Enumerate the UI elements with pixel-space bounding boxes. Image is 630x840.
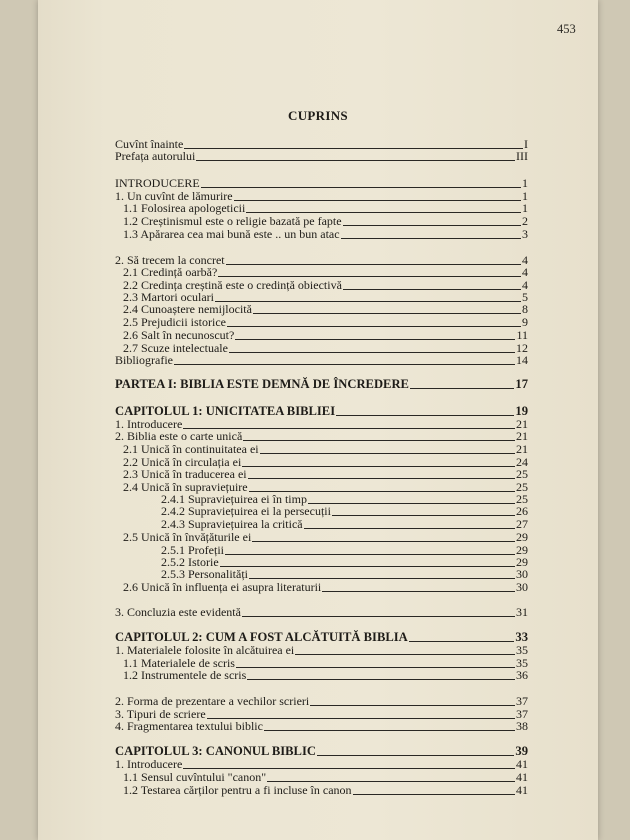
toc-entry-page: 37 <box>516 707 528 721</box>
toc-entry-page: 21 <box>516 429 528 443</box>
toc-entry-label: PARTEA I: BIBLIA ESTE DEMNĂ DE ÎNCREDERE <box>115 377 409 391</box>
toc-leader-line <box>246 212 521 213</box>
toc-entry-label: 1.2 Instrumentele de scris <box>123 668 247 682</box>
toc-leader-line <box>343 289 521 290</box>
toc-entry-page: 17 <box>515 377 528 391</box>
toc-entry-label: 2. Forma de prezentare a vechilor scrieri <box>115 694 310 708</box>
toc-entry-page: 35 <box>516 643 528 657</box>
toc-entry-label: 1.1 Sensul cuvîntului "canon" <box>123 770 267 784</box>
toc-entry-label: Cuvînt înainte <box>115 137 184 151</box>
toc-leader-line <box>242 466 515 467</box>
toc-leader-line <box>220 566 515 567</box>
toc-entry-page: 25 <box>516 492 528 506</box>
toc-leader-line <box>252 541 515 542</box>
toc-entry-label: 1. Introducere <box>115 757 183 771</box>
toc-entry-label: 1.2 Testarea cărților pentru a fi incluse în canon <box>123 783 352 797</box>
toc-entry-label: 2.5.1 Profeții <box>161 543 224 557</box>
toc-leader-line <box>410 388 514 389</box>
toc-entry-page: 30 <box>516 567 528 581</box>
toc-leader-line <box>225 554 515 555</box>
toc-entry <box>123 581 528 594</box>
toc-entry-label: 2.5 Unică în învățăturile ei <box>123 530 252 544</box>
toc-entry <box>115 354 528 367</box>
toc-entry-label: 1. Un cuvînt de lămurire <box>115 189 233 203</box>
toc-entry-label: 3. Tipuri de scriere <box>115 707 206 721</box>
toc-entry-page: 1 <box>522 189 528 203</box>
toc-entry-page: 30 <box>516 580 528 594</box>
toc-entry <box>115 606 528 619</box>
toc-entry-label: 2.2 Credința creștină este o credință obiectivă <box>123 278 342 292</box>
toc-leader-line <box>310 705 515 706</box>
toc-entry-page: 26 <box>516 504 528 518</box>
book-page <box>38 0 598 840</box>
toc-entry-label: CAPITOLUL 2: CUM A FOST ALCĂTUITĂ BIBLIA <box>115 630 408 644</box>
toc-leader-line <box>336 415 514 416</box>
toc-entry-page: 21 <box>516 442 528 456</box>
toc-leader-line <box>201 187 521 188</box>
toc-entry-label: 2.5 Prejudicii istorice <box>123 315 226 329</box>
toc-entry-label: 2.4.3 Supraviețuirea la critică <box>161 517 303 531</box>
toc-leader-line <box>226 264 521 265</box>
toc-leader-line <box>332 515 515 516</box>
toc-leader-line <box>308 503 515 504</box>
toc-entry-label: 2.6 Unică în influența ei asupra literaturii <box>123 580 322 594</box>
toc-entry-label: 2. Biblia este o carte unică <box>115 429 243 443</box>
toc-entry-page: 4 <box>522 278 528 292</box>
toc-entry-label: 1. Introducere <box>115 417 183 431</box>
toc-entry-label: 1.2 Creștinismul este o religie bazată pe fapte <box>123 214 342 228</box>
toc-entry-label: 1.3 Apărarea cea mai bună este .. un bun atac <box>123 227 340 241</box>
toc-entry-label: 1.1 Materialele de scris <box>123 656 235 670</box>
toc-entry-page: 41 <box>516 770 528 784</box>
toc-leader-line <box>322 591 515 592</box>
toc-leader-line <box>249 578 515 579</box>
toc-entry-label: 2.7 Scuze intelectuale <box>123 341 228 355</box>
toc-entry-label: 2.5.2 Istorie <box>161 555 219 569</box>
toc-entry-page: 25 <box>516 480 528 494</box>
toc-entry-page: 24 <box>516 455 528 469</box>
toc-entry <box>123 228 528 241</box>
toc-entry <box>115 150 528 163</box>
toc-leader-line <box>353 794 515 795</box>
toc-entry-label: 3. Concluzia este evidentă <box>115 605 241 619</box>
page-number: 453 <box>557 22 576 36</box>
toc-entry-page: 36 <box>516 668 528 682</box>
toc-entry-page: 19 <box>515 404 528 418</box>
toc-entry-page: III <box>516 149 528 163</box>
toc-leader-line <box>235 339 515 340</box>
toc-entry-label: 2.5.3 Personalități <box>161 567 248 581</box>
toc-entry-label: INTRODUCERE <box>115 176 200 190</box>
toc-entry-page: 37 <box>516 694 528 708</box>
toc-entry-page: 4 <box>522 265 528 279</box>
toc-entry-page: 1 <box>522 201 528 215</box>
toc-entry-label: 2.3 Martori oculari <box>123 290 214 304</box>
toc-leader-line <box>247 679 515 680</box>
toc-leader-line <box>341 238 521 239</box>
toc-entry-page: 9 <box>522 315 528 329</box>
toc-leader-line <box>267 781 515 782</box>
toc-leader-line <box>218 276 521 277</box>
toc-leader-line <box>174 364 515 365</box>
toc-entry-page: 11 <box>516 328 528 342</box>
toc-entry-label: 2.3 Unică în traducerea ei <box>123 467 247 481</box>
toc-entry-label: CAPITOLUL 1: UNICITATEA BIBLIEI <box>115 404 336 418</box>
toc-entry-label: 4. Fragmentarea textului biblic <box>115 719 263 733</box>
toc-entry <box>115 720 528 733</box>
toc-entry-page: 2 <box>522 214 528 228</box>
toc-leader-line <box>227 326 521 327</box>
toc-leader-line <box>242 616 515 617</box>
toc-leader-line <box>317 755 514 756</box>
toc-entry-page: 33 <box>515 630 528 644</box>
toc-entry-page: 14 <box>516 353 528 367</box>
toc-entry-page: 1 <box>522 176 528 190</box>
toc-leader-line <box>196 160 515 161</box>
toc-entry-label: CAPITOLUL 3: CANONUL BIBLIC <box>115 744 316 758</box>
toc-entry-label: 2.6 Salt în necunoscut? <box>123 328 235 342</box>
toc-leader-line <box>236 667 515 668</box>
toc-entry-label: 2.4 Cunoaștere nemijlocită <box>123 302 252 316</box>
toc-entry <box>123 669 528 682</box>
toc-entry-page: 41 <box>516 783 528 797</box>
toc-entry-page: 31 <box>516 605 528 619</box>
toc-leader-line <box>229 352 515 353</box>
toc-entry-page: 35 <box>516 656 528 670</box>
toc-entry-label: Bibliografie <box>115 353 173 367</box>
toc-leader-line <box>183 768 515 769</box>
toc-entry-page: 27 <box>516 517 528 531</box>
toc-entry-page: 5 <box>522 290 528 304</box>
toc-entry-page: 25 <box>516 467 528 481</box>
toc-entry-label: 2.4.1 Supraviețuirea ei în timp <box>161 492 307 506</box>
toc-leader-line <box>234 200 521 201</box>
toc-entry-page: 29 <box>516 543 528 557</box>
toc-entry-label: 1. Materialele folosite în alcătuirea ei <box>115 643 295 657</box>
toc-entry-page: 21 <box>516 417 528 431</box>
toc-entry-page: 39 <box>515 744 528 758</box>
toc-entry-page: I <box>524 137 528 151</box>
toc-entry-page: 8 <box>522 302 528 316</box>
toc-entry-page: 29 <box>516 530 528 544</box>
toc-entry <box>123 784 528 797</box>
toc-entry-label: 2.4 Unică în supraviețuire <box>123 480 248 494</box>
page-title: CUPRINS <box>288 108 348 123</box>
toc-leader-line <box>295 654 515 655</box>
toc-leader-line <box>248 478 515 479</box>
toc-entry-label: 2.1 Unică în continuitatea ei <box>123 442 259 456</box>
toc-leader-line <box>304 528 515 529</box>
toc-leader-line <box>184 148 523 149</box>
toc-entry-page: 38 <box>516 719 528 733</box>
toc-entry-page: 29 <box>516 555 528 569</box>
toc-leader-line <box>343 225 521 226</box>
toc-entry <box>115 378 528 391</box>
toc-entry-page: 3 <box>522 227 528 241</box>
toc-leader-line <box>264 730 515 731</box>
toc-leader-line <box>243 440 515 441</box>
toc-entry-label: 2.1 Credință oarbă? <box>123 265 218 279</box>
toc-entry-page: 41 <box>516 757 528 771</box>
toc-entry-page: 4 <box>522 253 528 267</box>
toc-leader-line <box>215 301 521 302</box>
toc-entry-label: 2.2 Unică în circulația ei <box>123 455 242 469</box>
toc-entry-page: 12 <box>516 341 528 355</box>
toc-entry-label: 2.4.2 Supraviețuirea ei la persecuții <box>161 504 331 518</box>
toc-entry-label: Prefața autorului <box>115 149 196 163</box>
toc-leader-line <box>260 453 515 454</box>
toc-entry-label: 1.1 Folosirea apologeticii <box>123 201 246 215</box>
toc-entry-label: 2. Să trecem la concret <box>115 253 225 267</box>
toc-leader-line <box>409 641 515 642</box>
toc-leader-line <box>253 313 521 314</box>
